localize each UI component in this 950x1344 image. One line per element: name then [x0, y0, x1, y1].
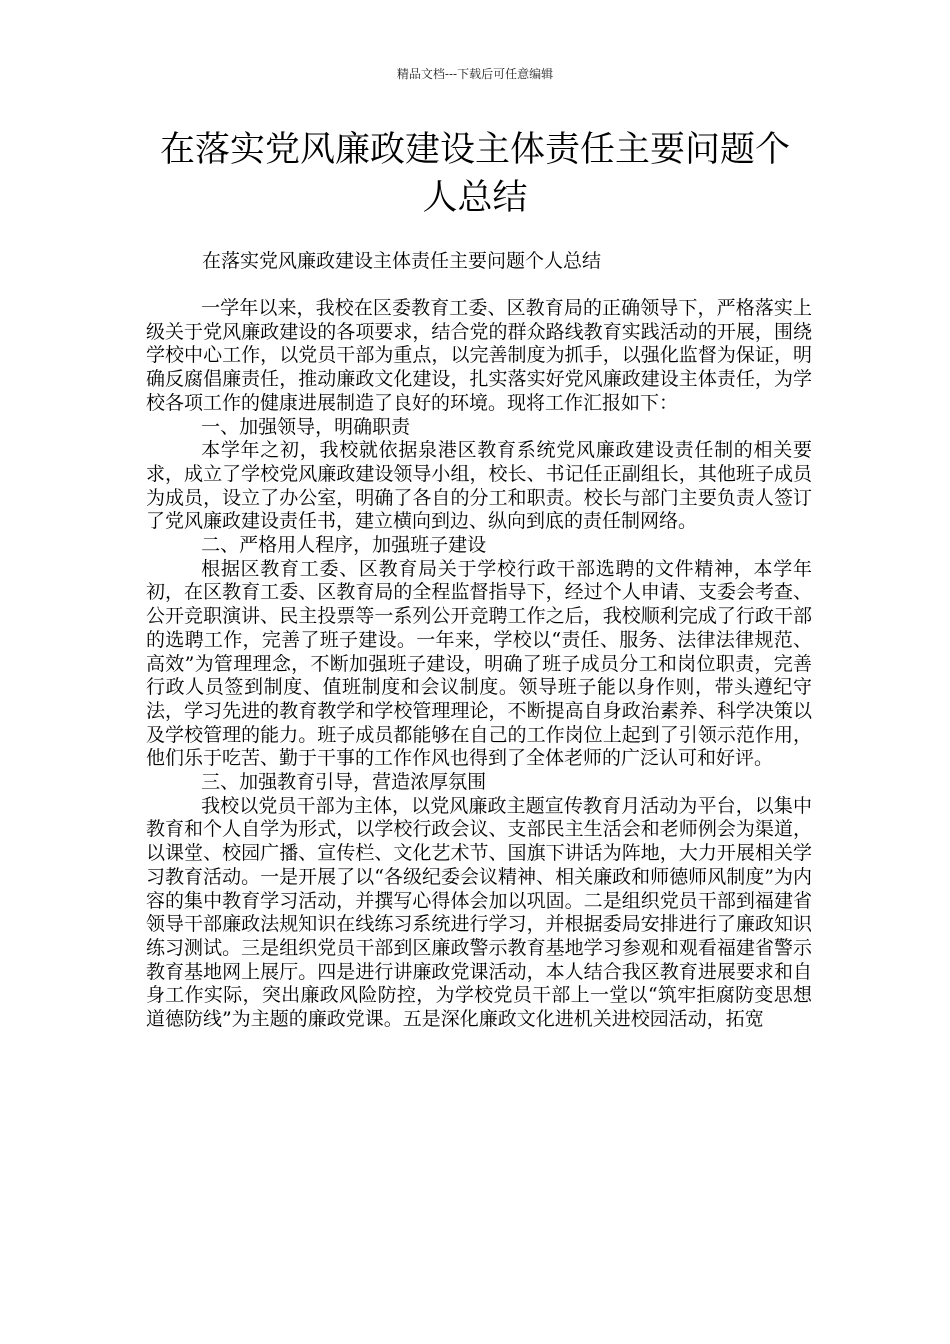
- body-paragraph-section-3: 我校以党员干部为主体，以党风廉政主题宣传教育月活动为平台，以集中教育和个人自学为形式，以学校行政会议、支部民主生活会和老师例会为渠道，以课堂、校园广播、宣传栏、文化艺术节、国旗下讲话为阵地，大力开展相关学习教育活动。一是开展了以“各级纪委会议精神、相关廉政和师德师风制度”为内容的集中教育学习活动，并撰写心得体会加以巩固。二是组织党员干部到福建省领导干部廉政法规知识在线练习系统进行学习，并根据委局安排进行了廉政知识练习测试。三是组织党员干部到区廉政警示教育基地学习参观和观看福建省警示教育基地网上展厅。四是进行讲廉政党课活动，本人结合我区教育进展要求和自身工作实际，突出廉政风险防控，为学校党员干部上一堂以“筑牢拒腐防变思想道德防线”为主题的廉政党课。五是深化廉政文化进机关进校园活动，拓宽: [146, 794, 812, 1031]
- document-subtitle: 在落实党风廉政建设主体责任主要问题个人总结: [202, 250, 602, 272]
- header-note: 精品文档---下载后可任意编辑: [396, 67, 554, 81]
- section-heading-3: 三、加强教育引导，营造浓厚氛围: [201, 771, 487, 794]
- section-heading-1: 一、加强领导，明确职责: [201, 415, 411, 438]
- body-paragraph-intro: 一学年以来，我校在区委教育工委、区教育局的正确领导下，严格落实上级关于党风廉政建设的各项要求，结合党的群众路线教育实践活动的开展，围绕学校中心工作，以党员干部为重点，以完善制度为抓手，以强化监督为保证，明确反腐倡廉责任，推动廉政文化建设，扎实落实好党风廉政建设主体责任，为学校各项工作的健康进展制造了良好的环境。现将工作汇报如下：: [146, 297, 812, 414]
- body-paragraph-section-1: 本学年之初，我校就依据泉港区教育系统党风廉政建设责任制的相关要求，成立了学校党风廉政建设领导小组，校长、书记任正副组长，其他班子成员为成员，设立了办公室，明确了各自的分工和职责。校长与部门主要负责人签订了党风廉政建设责任书，建立横向到边、纵向到底的责任制网络。: [146, 439, 812, 533]
- document-body: [146, 297, 812, 1032]
- document-title: 在落实党风廉政建设主体责任主要问题个人总结: [159, 130, 790, 218]
- body-paragraph-section-2: 根据区教育工委、区教育局关于学校行政干部选聘的文件精神，本学年初，在区教育工委、区教育局的全程监督指导下，经过个人申请、支委会考查、公开竞职演讲、民主投票等一系列公开竞聘工作之后，我校顺利完成了行政干部的选聘工作，完善了班子建设。一年来，学校以“责任、服务、法律法律规范、高效”为管理理念，不断加强班子建设，明确了班子成员分工和岗位职责，完善行政人员签到制度、值班制度和会议制度。领导班子能以身作则，带头遵纪守法，学习先进的教育教学和学校管理理论，不断提高自身政治素养、科学决策以及学校管理的能力。班子成员都能够在自己的工作岗位上起到了引领示范作用，他们乐于吃苦、勤于干事的工作作风也得到了全体老师的广泛认可和好评。: [146, 557, 812, 770]
- section-heading-2: 二、严格用人程序，加强班子建设: [201, 534, 487, 557]
